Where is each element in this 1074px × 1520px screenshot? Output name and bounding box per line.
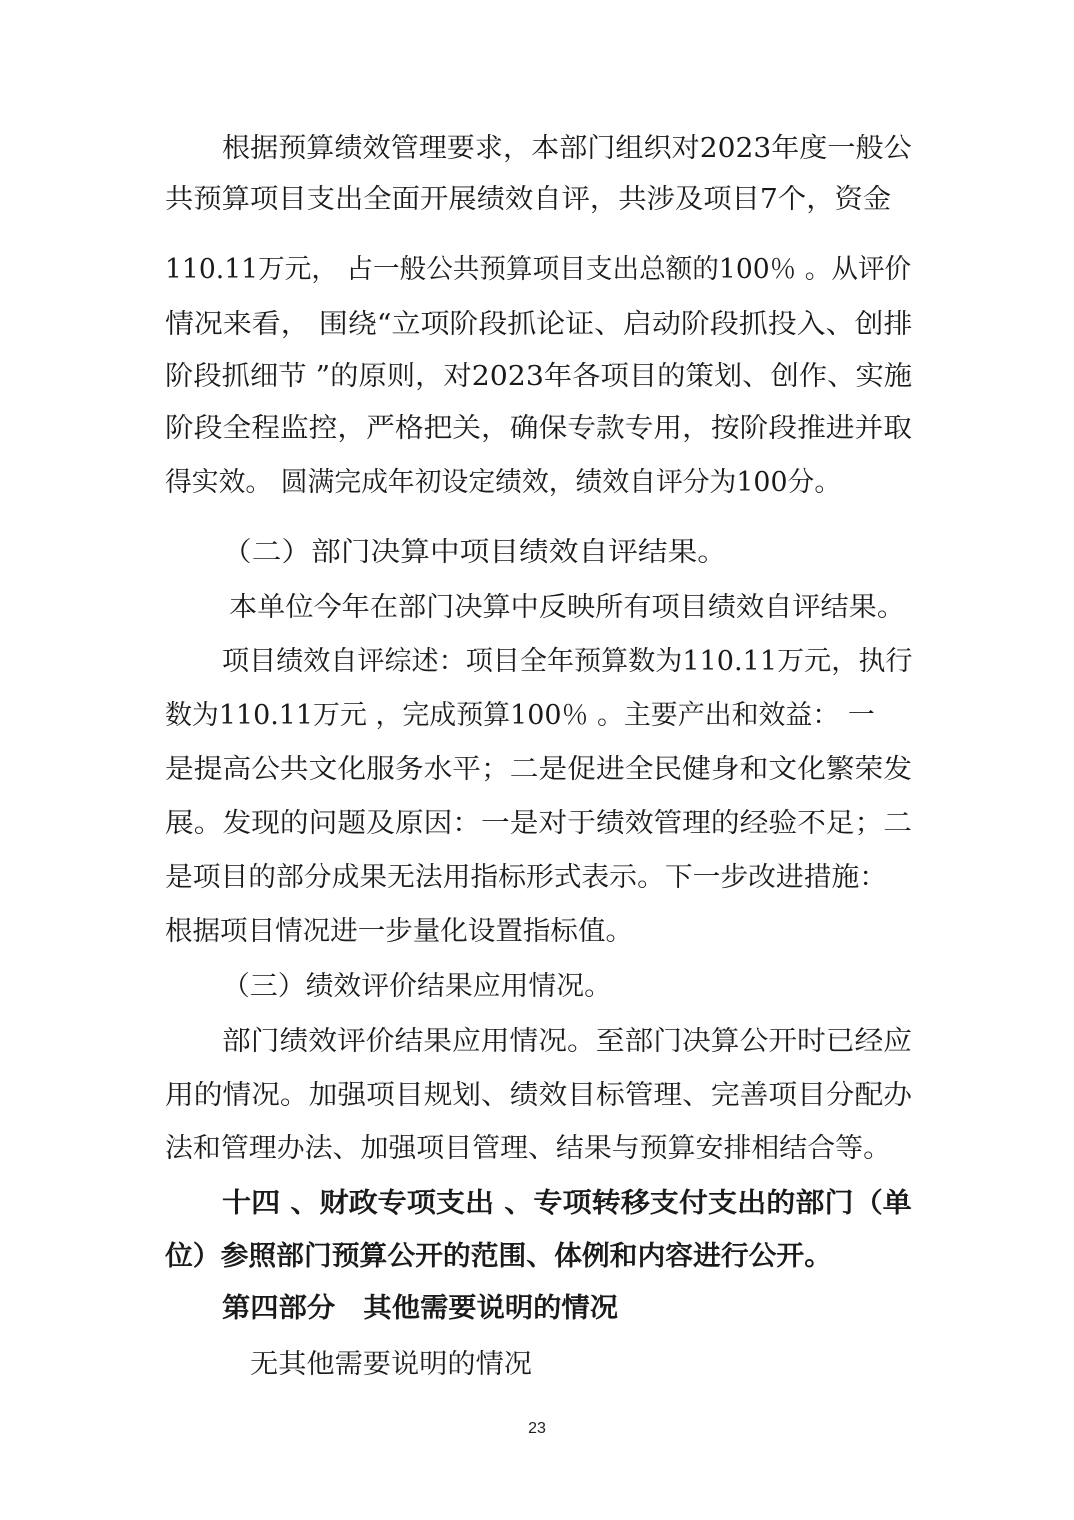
heading-14-line-2: 位）参照部门预算公开的范围、体例和内容进行公开。: [165, 1241, 832, 1272]
body-line-11: 数为110.11万元 ，完成预算100％ 。主要产出和效益： 一: [165, 700, 875, 731]
body-line-10: 项目绩效自评综述：项目全年预算数为110.11万元，执行: [222, 646, 913, 677]
body-line-3: 110.11万元， 占一般公共预算项目支出总额的100％ 。从评价: [165, 254, 912, 285]
body-line-18: 用的情况。加强项目规划、绩效目标管理、完善项目分配办: [165, 1080, 912, 1111]
body-line-9: 本单位今年在部门决算中反映所有项目绩效自评结果。: [229, 592, 905, 623]
part-four-heading: 第四部分 其他需要说明的情况: [222, 1293, 618, 1324]
body-line-6: 阶段全程监控，严格把关，确保专款专用，按阶段推进并取: [165, 413, 912, 444]
section-heading-3: （三）绩效评价结果应用情况。: [222, 971, 612, 1002]
body-line-1: 根据预算绩效管理要求，本部门组织对2023年度一般公: [222, 133, 912, 164]
body-line-14: 是项目的部分成果无法用指标形式表示。下一步改进措施：: [165, 862, 887, 893]
body-line-17: 部门绩效评价结果应用情况。至部门决算公开时已经应: [222, 1026, 912, 1057]
heading-14-line-1: 十四 、财政专项支出 、专项转移支付支出的部门（单: [222, 1188, 912, 1219]
body-line-4: 情况来看， 围绕“立项阶段抓论证、启动阶段抓投入、创排: [165, 309, 913, 340]
body-line-19: 法和管理办法、加强项目管理、结果与预算安排相结合等。: [165, 1133, 891, 1164]
body-line-5: 阶段抓细节 ”的原则，对2023年各项目的策划、创作、实施: [165, 361, 913, 392]
body-line-7: 得实效。 圆满完成年初设定绩效，绩效自评分为100分。: [165, 467, 842, 498]
part-four-body: 无其他需要说明的情况: [250, 1349, 532, 1380]
section-heading-2: （二）部门决算中项目绩效自评结果。: [222, 537, 727, 568]
body-line-12: 是提高公共文化服务水平；二是促进全民健身和文化繁荣发: [165, 754, 912, 785]
body-line-15: 根据项目情况进一步量化设置指标值。: [165, 916, 633, 947]
body-line-2: 共预算项目支出全面开展绩效自评，共涉及项目7个，资金: [165, 184, 892, 215]
body-line-13: 展。发现的问题及原因：一是对于绩效管理的经验不足；二: [165, 808, 912, 839]
page-number: 23: [528, 1420, 546, 1437]
